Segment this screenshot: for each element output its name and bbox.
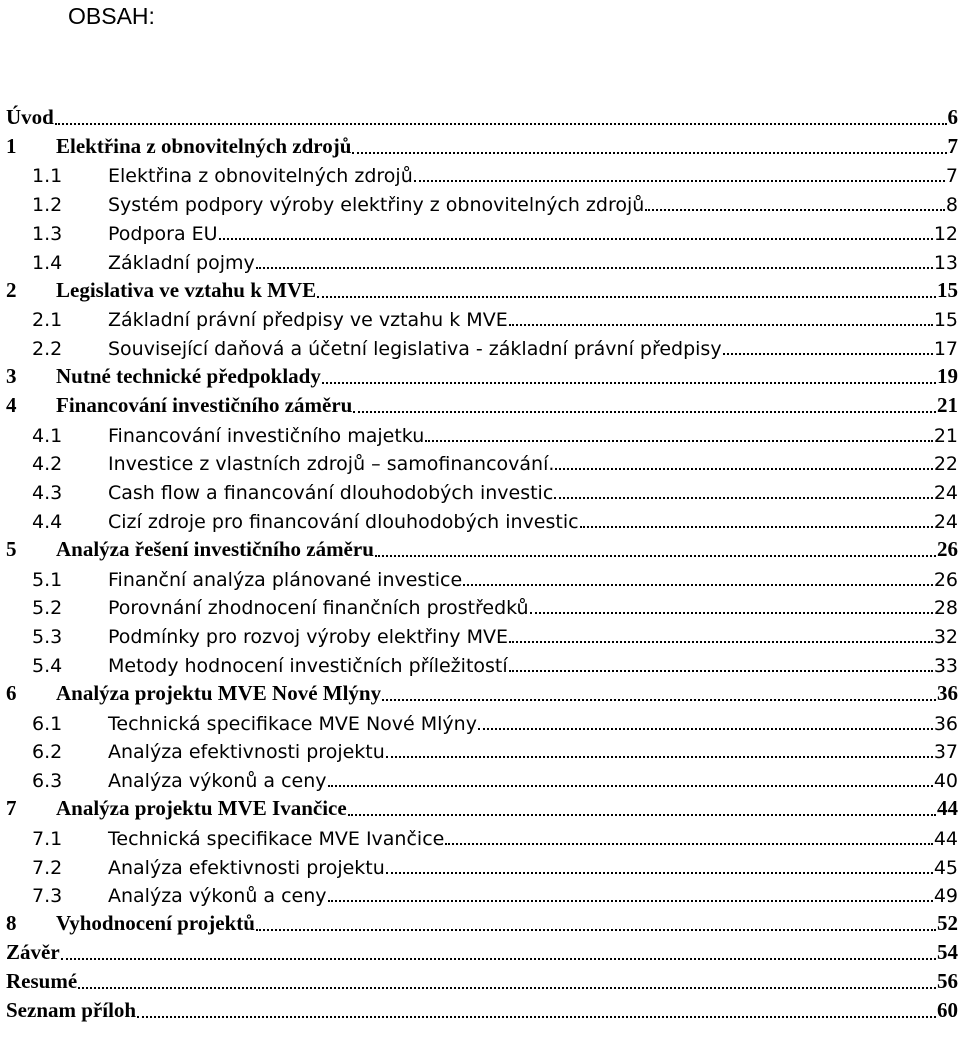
toc-entry-page: 40 — [933, 770, 958, 793]
toc-entry[interactable] — [6, 245, 958, 274]
toc-entry-title: Resumé — [6, 968, 78, 993]
toc-entry-title: Analýza efektivnosti projektu — [108, 741, 385, 764]
toc-entry-number: 8 — [6, 911, 17, 936]
toc-entry-page: 36 — [937, 680, 958, 705]
toc-entry[interactable] — [6, 994, 958, 1023]
toc-entry-title: Úvod — [6, 104, 54, 129]
toc-entry-page: 12 — [933, 222, 958, 245]
dot-leader — [61, 957, 936, 960]
toc-entry-page: 15 — [937, 277, 958, 302]
toc-entry-page: 22 — [933, 453, 958, 476]
toc-entry[interactable] — [6, 562, 958, 591]
table-of-contents — [6, 101, 958, 1023]
toc-entry-title: Elektřina z obnovitelných zdrojů — [108, 165, 413, 188]
toc-entry[interactable] — [6, 418, 958, 447]
toc-entry-number: 5 — [6, 536, 17, 561]
toc-entry-number: 1.1 — [32, 165, 63, 188]
toc-entry-title: Technická specifikace MVE Nové Mlýny — [108, 712, 477, 735]
toc-entry-title: Analýza řešení investičního záměru — [56, 536, 374, 561]
toc-entry[interactable] — [6, 504, 958, 533]
toc-entry[interactable] — [6, 303, 958, 332]
toc-entry-page: 13 — [933, 251, 958, 274]
toc-entry-page: 24 — [933, 510, 958, 533]
dot-leader — [509, 640, 933, 643]
toc-entry-title: Analýza projektu MVE Ivančice — [56, 795, 347, 820]
dot-leader — [509, 669, 933, 672]
toc-entry[interactable] — [6, 763, 958, 792]
toc-entry-title: Metody hodnocení investičních příležitostí — [108, 654, 508, 677]
toc-entry-page: 26 — [937, 536, 958, 561]
toc-entry-number: 3 — [6, 363, 17, 388]
toc-entry-page: 56 — [937, 968, 958, 993]
dot-leader — [219, 237, 933, 240]
toc-heading: OBSAH: — [68, 3, 155, 29]
toc-entry-page: 19 — [937, 363, 958, 388]
toc-entry-number: 2.2 — [32, 338, 63, 361]
toc-entry[interactable] — [6, 101, 958, 130]
dot-leader — [645, 208, 945, 211]
dot-leader — [137, 1015, 936, 1018]
toc-entry-page: 26 — [933, 568, 958, 591]
dot-leader — [445, 842, 932, 845]
toc-entry[interactable] — [6, 792, 958, 821]
toc-entry-title: Analýza projektu MVE Nové Mlýny — [56, 680, 382, 705]
dot-leader — [554, 496, 933, 499]
toc-entry-page: 32 — [933, 626, 958, 649]
toc-entry-title: Základní právní předpisy ve vztahu k MVE — [108, 309, 508, 332]
toc-entry-page: 54 — [937, 939, 958, 964]
dot-leader — [317, 295, 936, 298]
toc-entry[interactable] — [6, 447, 958, 476]
toc-entry-number: 5.1 — [32, 568, 63, 591]
dot-leader — [723, 352, 933, 355]
toc-entry-number: 1.4 — [32, 251, 63, 274]
toc-entry-title: Podmínky pro rozvoj výroby elektřiny MVE — [108, 626, 508, 649]
toc-entry-title: Související daňová a účetní legislativa - základní právní předpisy — [108, 338, 722, 361]
toc-entry-title: Finanční analýza plánované investice — [108, 568, 463, 591]
dot-leader — [375, 554, 936, 557]
dot-leader — [352, 151, 946, 154]
toc-entry-number: 4.3 — [32, 482, 63, 505]
toc-entry-title: Cizí zdroje pro financování dlouhodobých investic — [108, 510, 579, 533]
toc-entry[interactable] — [6, 907, 958, 936]
dot-leader — [386, 755, 933, 758]
toc-entry-number: 4.1 — [32, 424, 63, 447]
dot-leader — [256, 266, 933, 269]
toc-entry-title: Analýza výkonů a ceny — [108, 885, 327, 908]
toc-entry[interactable] — [6, 619, 958, 648]
toc-entry-title: Elektřina z obnovitelných zdrojů — [56, 133, 352, 158]
dot-leader — [530, 611, 933, 614]
toc-entry-number: 5.2 — [32, 597, 63, 620]
dot-leader — [328, 784, 933, 787]
toc-entry-page: 36 — [933, 712, 958, 735]
toc-entry[interactable] — [6, 360, 958, 389]
toc-entry[interactable] — [6, 533, 958, 562]
toc-entry[interactable] — [6, 677, 958, 706]
toc-entry[interactable] — [6, 216, 958, 245]
dot-leader — [256, 928, 936, 931]
dot-leader — [425, 439, 933, 442]
toc-entry-title: Nutné technické předpoklady — [56, 363, 321, 388]
toc-entry-page: 15 — [933, 309, 958, 332]
toc-entry[interactable] — [6, 936, 958, 965]
toc-entry-page: 21 — [933, 424, 958, 447]
toc-entry-number: 7.3 — [32, 885, 63, 908]
toc-entry-number: 5.3 — [32, 626, 63, 649]
toc-entry-number: 4 — [6, 392, 17, 417]
toc-entry-number: 1.2 — [32, 194, 63, 217]
dot-leader — [78, 986, 936, 989]
toc-entry-title: Porovnání zhodnocení finančních prostředků — [108, 597, 529, 620]
toc-entry-title: Systém podpory výroby elektřiny z obnovitelných zdrojů — [108, 194, 645, 217]
toc-entry[interactable] — [6, 130, 958, 159]
dot-leader — [322, 381, 936, 384]
toc-entry[interactable] — [6, 475, 958, 504]
toc-entry-page: 6 — [947, 104, 958, 129]
toc-entry-title: Podpora EU — [108, 222, 218, 245]
toc-entry-page: 49 — [933, 885, 958, 908]
toc-entry[interactable] — [6, 274, 958, 303]
toc-entry-page: 21 — [937, 392, 958, 417]
dot-leader — [509, 323, 933, 326]
toc-entry[interactable] — [6, 965, 958, 994]
toc-entry-page: 45 — [933, 856, 958, 879]
toc-entry-number: 5.4 — [32, 654, 63, 677]
toc-entry-title: Cash flow a financování dlouhodobých investic — [108, 482, 554, 505]
dot-leader — [555, 467, 932, 470]
toc-entry-page: 7 — [947, 133, 958, 158]
toc-entry-page: 17 — [933, 338, 958, 361]
toc-entry-number: 4.2 — [32, 453, 63, 476]
toc-entry-number: 7.2 — [32, 856, 63, 879]
toc-entry-number: 6 — [6, 680, 17, 705]
toc-entry-number: 4.4 — [32, 510, 63, 533]
toc-entry[interactable] — [6, 187, 958, 216]
toc-entry[interactable] — [6, 735, 958, 764]
toc-entry[interactable] — [6, 331, 958, 360]
toc-entry-title: Závěr — [6, 939, 60, 964]
dot-leader — [55, 122, 947, 125]
toc-entry-page: 60 — [937, 997, 958, 1022]
toc-entry-number: 6.1 — [32, 712, 63, 735]
toc-entry[interactable] — [6, 591, 958, 620]
toc-entry-title: Legislativa ve vztahu k MVE — [56, 277, 317, 302]
toc-entry-number: 2.1 — [32, 309, 63, 332]
toc-entry-number: 6.3 — [32, 770, 63, 793]
toc-entry-number: 7.1 — [32, 827, 63, 850]
dot-leader — [348, 813, 936, 816]
toc-entry[interactable] — [6, 879, 958, 908]
toc-entry-title: Analýza výkonů a ceny — [108, 770, 327, 793]
toc-entry-number: 7 — [6, 795, 17, 820]
toc-entry-title: Analýza efektivnosti projektu — [108, 856, 385, 879]
toc-entry-page: 7 — [945, 165, 958, 188]
toc-entry[interactable] — [6, 389, 958, 418]
toc-entry-number: 6.2 — [32, 741, 63, 764]
toc-entry-number: 2 — [6, 277, 17, 302]
toc-entry-title: Financování investičního majetku — [108, 424, 425, 447]
toc-entry-page: 37 — [933, 741, 958, 764]
toc-entry[interactable] — [6, 706, 958, 735]
toc-entry[interactable] — [6, 850, 958, 879]
dot-leader — [386, 871, 933, 874]
toc-entry-page: 8 — [945, 194, 958, 217]
toc-entry-number: 1.3 — [32, 222, 63, 245]
toc-entry-title: Seznam příloh — [6, 997, 137, 1022]
toc-entry-number: 1 — [6, 133, 17, 158]
toc-entry-title: Technická specifikace MVE Ivančice — [108, 827, 445, 850]
toc-entry-page: 44 — [937, 795, 958, 820]
dot-leader — [414, 179, 945, 182]
dot-leader — [353, 410, 936, 413]
dot-leader — [328, 899, 933, 902]
toc-entry-page: 33 — [933, 654, 958, 677]
toc-entry-page: 44 — [933, 827, 958, 850]
dot-leader — [580, 525, 933, 528]
toc-entry-title: Základní pojmy — [108, 251, 255, 274]
toc-entry-title: Financování investičního záměru — [56, 392, 353, 417]
dot-leader — [382, 698, 936, 701]
toc-entry-page: 52 — [937, 911, 958, 936]
toc-entry-title: Investice z vlastních zdrojů – samofinancování. — [108, 453, 555, 476]
dot-leader — [463, 583, 933, 586]
toc-entry-title: Vyhodnocení projektů — [56, 911, 255, 936]
toc-entry[interactable] — [6, 159, 958, 188]
toc-entry[interactable] — [6, 648, 958, 677]
toc-entry-page: 28 — [933, 597, 958, 620]
toc-entry-page: 24 — [933, 482, 958, 505]
dot-leader — [478, 727, 933, 730]
toc-entry[interactable] — [6, 821, 958, 850]
